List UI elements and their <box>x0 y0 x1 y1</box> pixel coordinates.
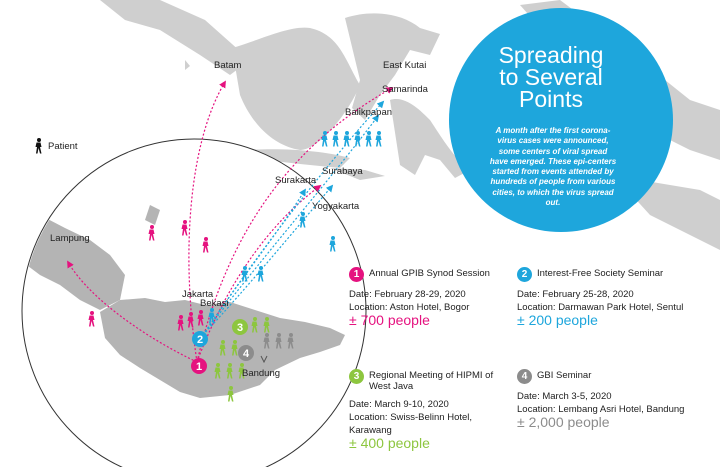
map-badge-2 <box>192 331 208 347</box>
event-date: Date: March 9-10, 2020 <box>349 399 449 410</box>
svg-text:2: 2 <box>196 334 204 346</box>
city-label-surakarta: Surakarta <box>275 175 317 186</box>
event-location: Location: Darmawan Park Hotel, Sentul <box>517 302 684 313</box>
city-label-samarinda: Samarinda <box>382 84 428 95</box>
city-label-yogyakarta: Yogyakarta <box>312 201 360 212</box>
map-badge-1 <box>191 358 207 374</box>
patient-legend <box>34 138 78 154</box>
event-people: ± 400 people <box>349 435 430 451</box>
event-name: GBI Seminar <box>537 370 592 381</box>
info-description: A month after the first corona-virus cases were announced, some centers of viral spread have emerged. These epi-centers started from events attended by hundreds of people from various cities, to which the virus spread out. <box>489 126 617 208</box>
city-label-batam: Batam <box>214 60 242 71</box>
event-location: Location: Swiss-Belinn Hotel, Karawang <box>349 412 473 436</box>
event-card-2 <box>517 268 697 327</box>
event-card-3 <box>349 370 514 450</box>
event-name: Interest-Free Society Seminar <box>537 268 664 279</box>
event-people: ± 2,000 people <box>517 414 610 430</box>
event-badge-2: 2 <box>517 267 532 282</box>
map-badge-4 <box>238 345 254 361</box>
event-card-4 <box>517 370 697 429</box>
event-location: Location: Aston Hotel, Bogor <box>349 302 470 313</box>
event-people: ± 200 people <box>517 312 598 328</box>
event-people: ± 700 people <box>349 312 430 328</box>
city-label-lampung: Lampung <box>50 233 90 244</box>
event-date: Date: February 28-29, 2020 <box>349 289 466 300</box>
city-label-east-kutai: East Kutai <box>383 60 427 71</box>
event-badge-4: 4 <box>517 369 532 384</box>
info-title: Spreading to Several Points <box>498 42 604 112</box>
city-label-balikpapan: Balikpapan <box>345 107 393 118</box>
svg-text:3: 3 <box>236 322 244 334</box>
city-label-jakarta: Jakarta <box>182 289 214 300</box>
event-badge-1: 1 <box>349 267 364 282</box>
city-label-surabaya: Surabaya <box>322 166 363 177</box>
map-badge-3 <box>232 319 248 335</box>
event-location: Location: Lembang Asri Hotel, Bandung <box>517 404 685 415</box>
svg-text:4: 4 <box>242 348 250 360</box>
event-date: Date: March 3-5, 2020 <box>517 391 612 402</box>
city-label-bekasi: Bekasi <box>200 298 229 309</box>
patient-icon <box>34 138 44 154</box>
event-name: Annual GPIB Synod Session <box>369 268 490 279</box>
svg-text:1: 1 <box>195 361 203 373</box>
event-badge-3: 3 <box>349 369 364 384</box>
patient-legend-label: Patient <box>48 140 78 152</box>
city-label-bandung: Bandung <box>242 368 281 379</box>
event-date: Date: February 25-28, 2020 <box>517 289 634 300</box>
focus-circle <box>18 139 366 467</box>
event-name: Regional Meeting of HIPMI of West Java <box>369 370 494 392</box>
event-card-1 <box>349 268 514 327</box>
